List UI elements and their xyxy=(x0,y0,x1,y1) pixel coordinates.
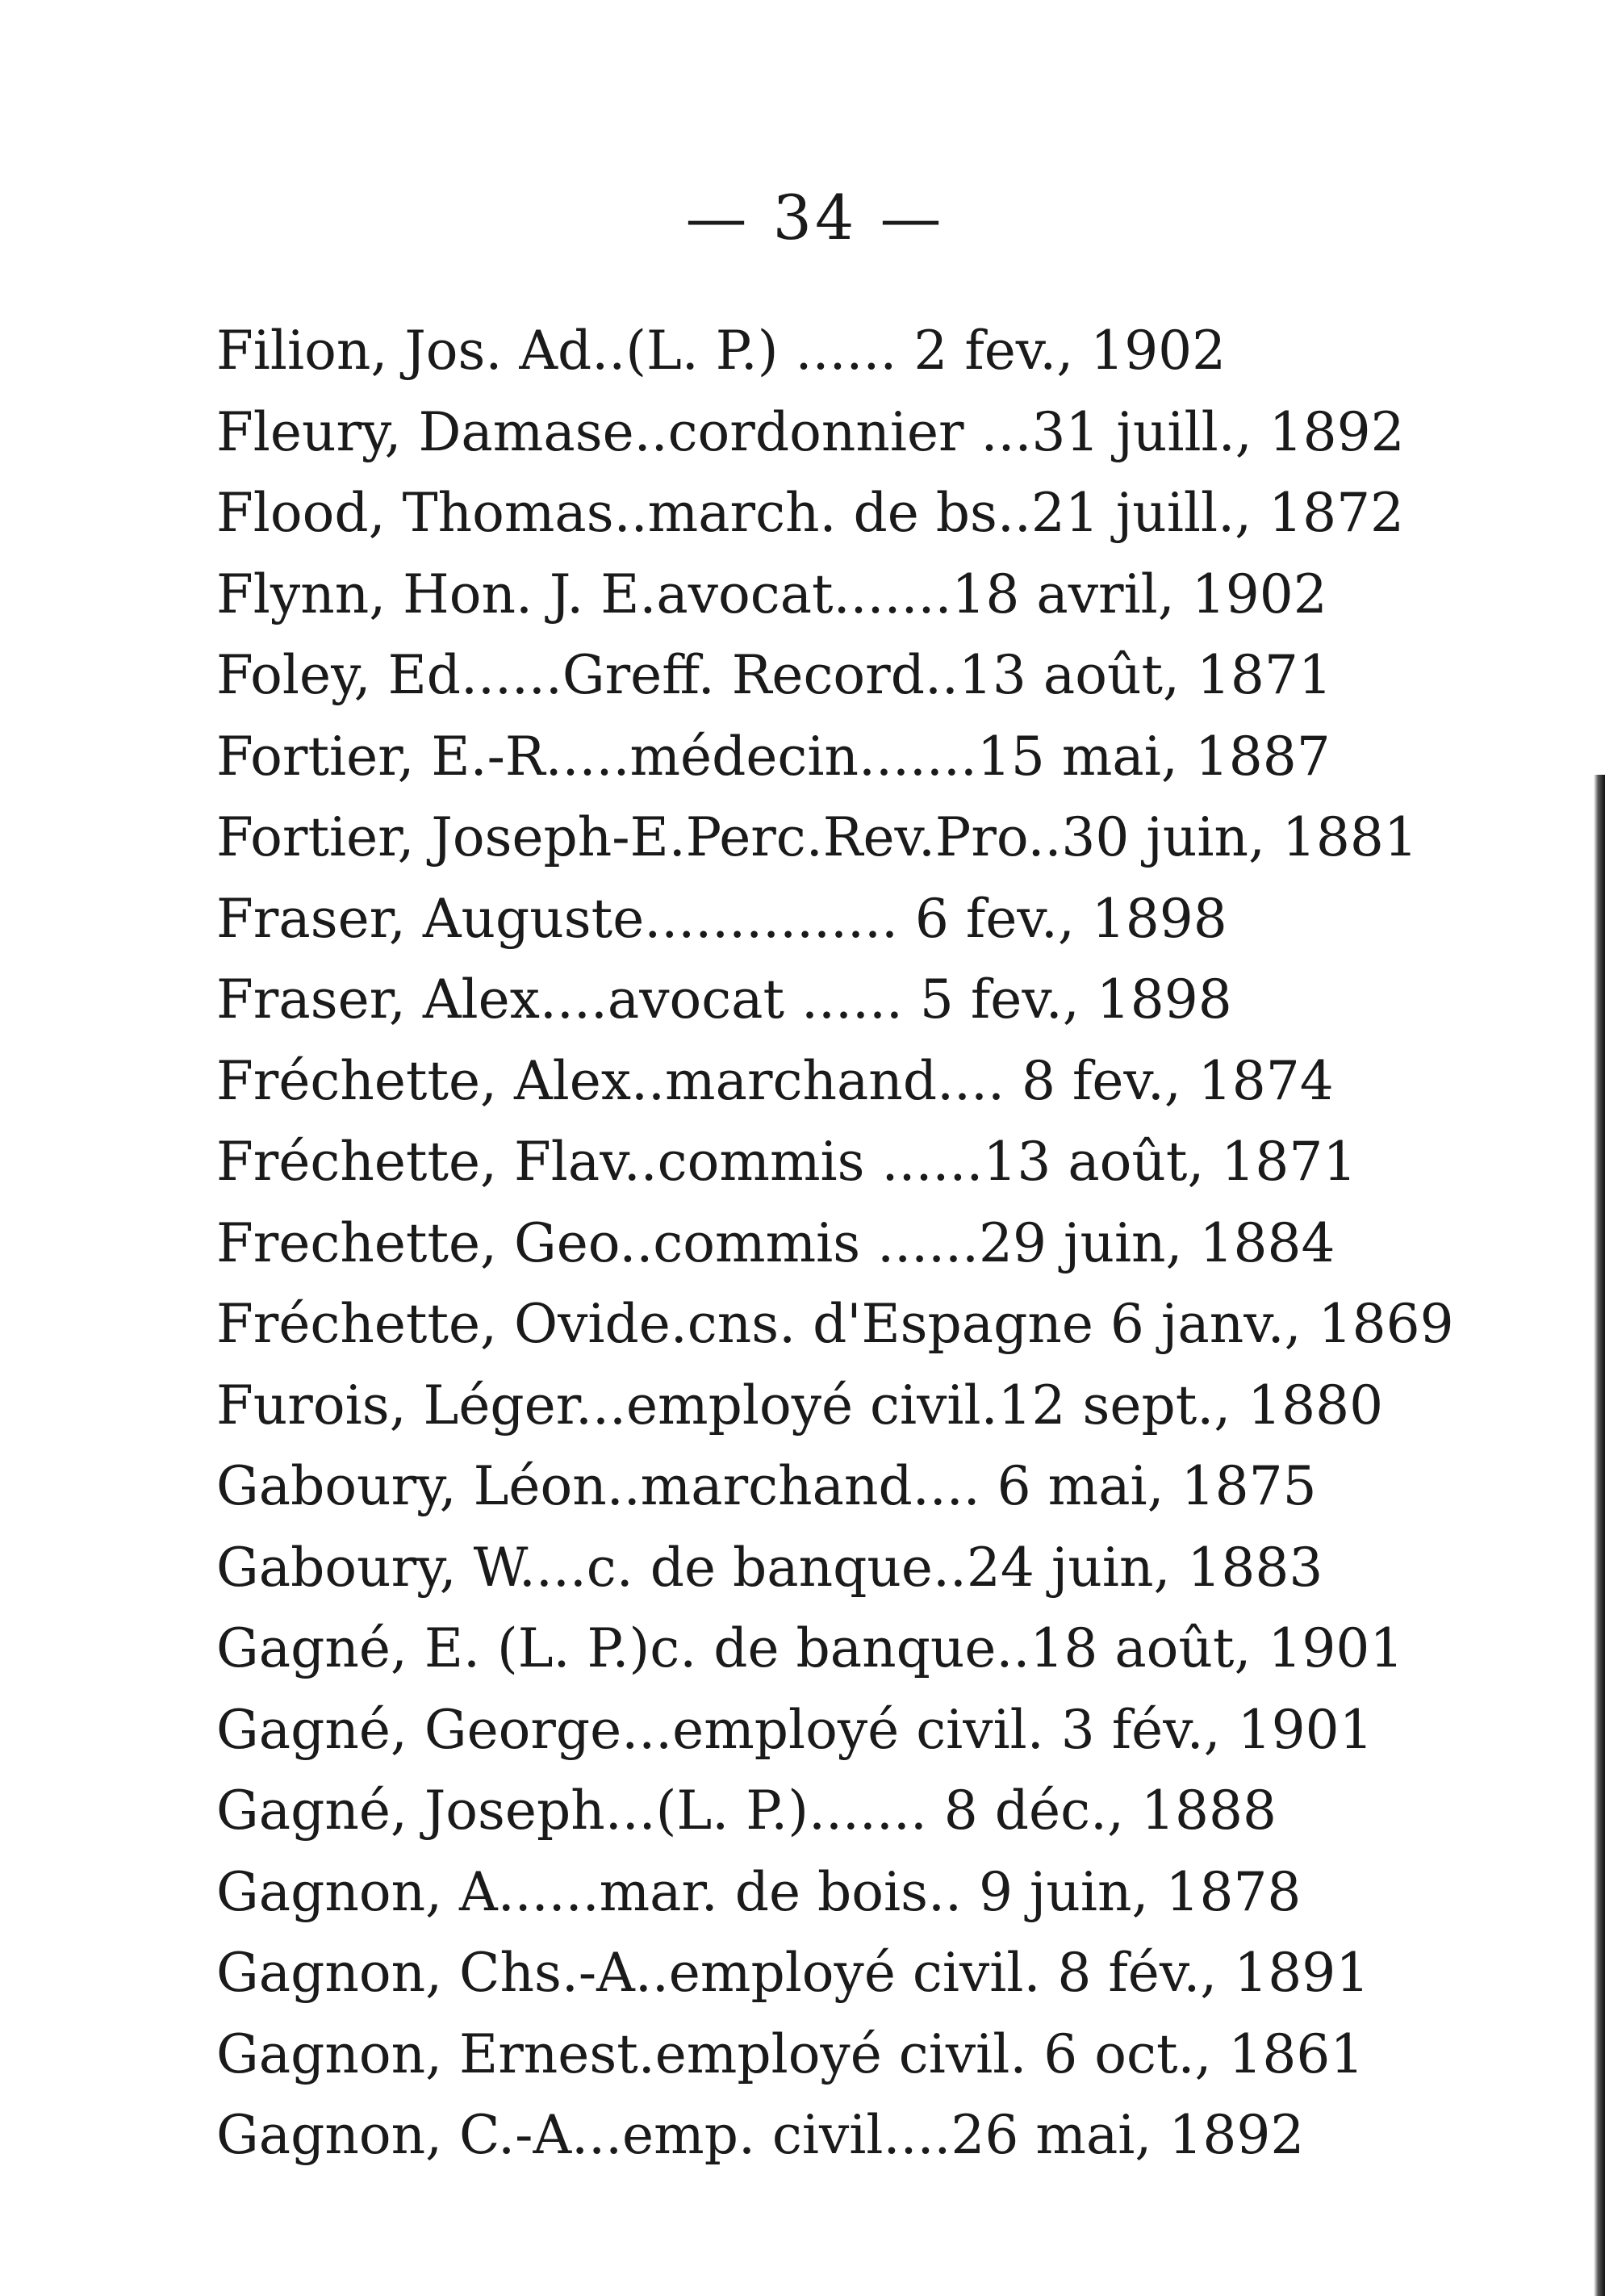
list-item xyxy=(216,1122,1491,1203)
entry-text: Fréchette, Ovide.cns. d'Espagne 6 janv., 1869 xyxy=(216,1293,1454,1355)
entry-text: Fraser, Alex....avocat ...... 5 fev., 1898 xyxy=(216,968,1232,1031)
list-item xyxy=(216,1771,1491,1852)
list-item xyxy=(216,473,1491,554)
page-number: — 34 — xyxy=(685,182,945,253)
entry-text: Gagné, George...employé civil. 3 fév., 1901 xyxy=(216,1698,1373,1761)
entry-text: Frechette, Geo..commis ......29 juin, 1884 xyxy=(216,1211,1335,1274)
entry-text: Flood, Thomas..march. de bs..21 juill., 1872 xyxy=(216,482,1405,544)
entry-text: Gagnon, A......mar. de bois.. 9 juin, 1878 xyxy=(216,1860,1302,1923)
entry-text: Gagnon, Ernest.employé civil. 6 oct., 1861 xyxy=(216,2022,1365,2085)
entry-text: Gagnon, Chs.-A..employé civil. 8 fév., 1891 xyxy=(216,1942,1370,2004)
list-item xyxy=(216,1852,1491,1934)
entry-text: Gagnon, C.-A...emp. civil....26 mai, 1892 xyxy=(216,2104,1305,2166)
list-item xyxy=(216,797,1491,879)
entry-text: Gagné, E. (L. P.)c. de banque..18 août, 1901 xyxy=(216,1617,1404,1679)
entry-text: Fleury, Damase..cordonnier ...31 juill., 1892 xyxy=(216,400,1405,463)
list-item xyxy=(216,2014,1491,2096)
list-item xyxy=(216,1690,1491,1771)
entry-text: Fortier, E.-R.....médecin.......15 mai, 1887 xyxy=(216,725,1331,788)
entry-text: Filion, Jos. Ad..(L. P.) ...... 2 fev., 1902 xyxy=(216,320,1227,382)
entry-text: Gaboury, Léon..marchand.... 6 mai, 1875 xyxy=(216,1455,1317,1517)
list-item xyxy=(216,1528,1491,1609)
list-item xyxy=(216,717,1491,798)
entry-text: Fraser, Auguste............... 6 fev., 1898 xyxy=(216,887,1227,950)
page-binding-edge xyxy=(1594,775,1605,2296)
entry-text: Fortier, Joseph-E.Perc.Rev.Pro..30 juin, 1881 xyxy=(216,806,1418,868)
entry-text: Flynn, Hon. J. E.avocat.......18 avril, 1902 xyxy=(216,562,1327,625)
list-item xyxy=(216,1203,1491,1285)
entry-text: Gaboury, W....c. de banque..24 juin, 1883 xyxy=(216,1536,1323,1599)
entry-text: Fréchette, Alex..marchand.... 8 fev., 1874 xyxy=(216,1049,1334,1112)
entry-text: Fréchette, Flav..commis ......13 août, 1871 xyxy=(216,1131,1357,1193)
list-item xyxy=(216,1446,1491,1528)
list-item xyxy=(216,311,1491,392)
list-item xyxy=(216,635,1491,717)
list-item xyxy=(216,1284,1491,1365)
list-item xyxy=(216,1608,1491,1690)
list-item xyxy=(216,1933,1491,2014)
list-item xyxy=(216,960,1491,1041)
entry-text: Foley, Ed......Greff. Record..13 août, 1871 xyxy=(216,644,1332,706)
list-item xyxy=(216,554,1491,636)
list-item xyxy=(216,1041,1491,1123)
list-item xyxy=(216,879,1491,960)
list-item xyxy=(216,392,1491,474)
entry-text: Furois, Léger...employé civil.12 sept., 1880 xyxy=(216,1374,1384,1437)
entry-text: Gagné, Joseph...(L. P.)....... 8 déc., 1888 xyxy=(216,1780,1277,1842)
register-list xyxy=(216,311,1491,2177)
list-item xyxy=(216,2095,1491,2177)
list-item xyxy=(216,1365,1491,1447)
